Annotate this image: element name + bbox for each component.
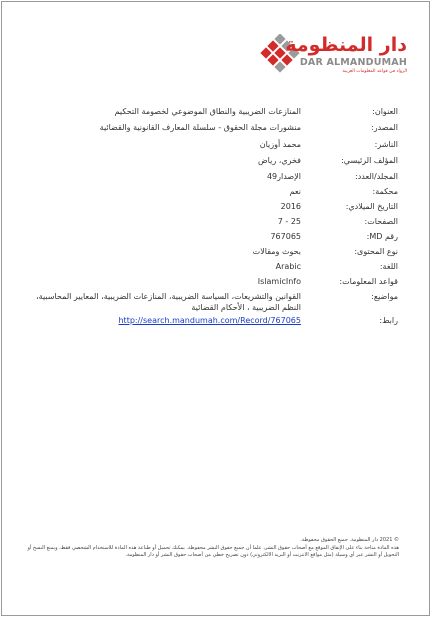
row-label: المصدر:: [371, 123, 398, 132]
record-row-refereed: [2, 186, 429, 198]
row-value: القوانين والتشريعات، السياسة الضريبية، المنازعات الضريبية، المعايير المحاسبية، النظم الضريبية ، الأحكام القضائية: [36, 292, 301, 312]
row-value: محمد أوزيان: [259, 140, 301, 149]
row-value: 767065: [270, 232, 301, 241]
row-value: [21, 315, 301, 327]
record-row-author: [2, 155, 429, 167]
row-value: الإصدار49: [266, 172, 301, 181]
row-label: قواعد المعلومات:: [339, 277, 398, 286]
row-label: المؤلف الرئيسي:: [341, 156, 398, 165]
row-value: 25 - 7: [277, 217, 301, 226]
usage-notice: هذه المادة متاحة بناء على الإتفاق الموقع مع أصحاب حقوق النشر، علما أن جميع حقوق النشر محفوظة. يمكنك تحميل أو طباعة هذه المادة للاستخدام الشخصي فقط، ويمنع النسخ أو التحويل أو النشر عبر أي وسيلة (مثل مواقع الانترنت أو البريد الالكتروني) دون تصريح خطي من أصحاب حقوق النشر أو دار المنظومة.: [27, 544, 399, 558]
row-label: اللغة:: [379, 262, 398, 271]
row-label: العنوان:: [372, 107, 398, 116]
record-link[interactable]: http://search.mandumah.com/Record/767065: [118, 316, 301, 325]
row-value: بحوث ومقالات: [252, 247, 301, 256]
row-value: 2016: [280, 202, 301, 211]
copyright-footer: [22, 537, 399, 560]
record-row-year: [2, 201, 429, 213]
record-row-content-type: [2, 246, 429, 258]
row-label: نوع المحتوى:: [354, 247, 398, 256]
row-label: المجلد/العدد:: [355, 172, 398, 181]
record-row-publisher: [2, 139, 429, 151]
logo-arabic-name: دار المنظومة: [285, 34, 407, 56]
copyright-line: © 2021 دار المنظومة. جميع الحقوق محفوظة.: [300, 537, 399, 543]
row-value: منشورات مجلة الحقوق - سلسلة المعارف القانونية والقضائية: [99, 123, 301, 132]
row-value: المنازعات الضريبية والنطاق الموضوعي لخصومة التحكيم: [114, 107, 301, 116]
record-row-source: [2, 122, 429, 134]
record-row-language: [2, 261, 429, 273]
row-label: الصفحات:: [364, 217, 398, 226]
row-value: نعم: [289, 187, 301, 196]
logo-english-name: DAR ALMANDUMAH: [299, 57, 407, 68]
record-row-pages: [2, 216, 429, 228]
record-row-link: [2, 315, 429, 327]
row-label: محكمة:: [372, 187, 398, 196]
row-value: IslamicInfo: [257, 277, 301, 286]
row-label: رقم MD:: [366, 232, 398, 241]
document-page: [1, 1, 430, 616]
record-row-databases: [2, 276, 429, 288]
row-label: الناشر:: [374, 140, 398, 149]
record-row-md-number: [2, 231, 429, 243]
row-value: فخري، رياض: [258, 156, 301, 165]
record-row-subjects: [2, 291, 429, 315]
record-row-title: [2, 106, 429, 118]
row-label: مواضيع:: [371, 292, 398, 301]
row-value: Arabic: [275, 262, 301, 271]
record-row-volume: [2, 171, 429, 183]
dar-almandumah-logo: [257, 34, 407, 80]
row-label: رابط:: [379, 316, 398, 325]
row-label: التاريخ الميلادي:: [345, 202, 398, 211]
logo-tagline: الرواد في قواعد المعلومات العربية: [342, 69, 407, 74]
